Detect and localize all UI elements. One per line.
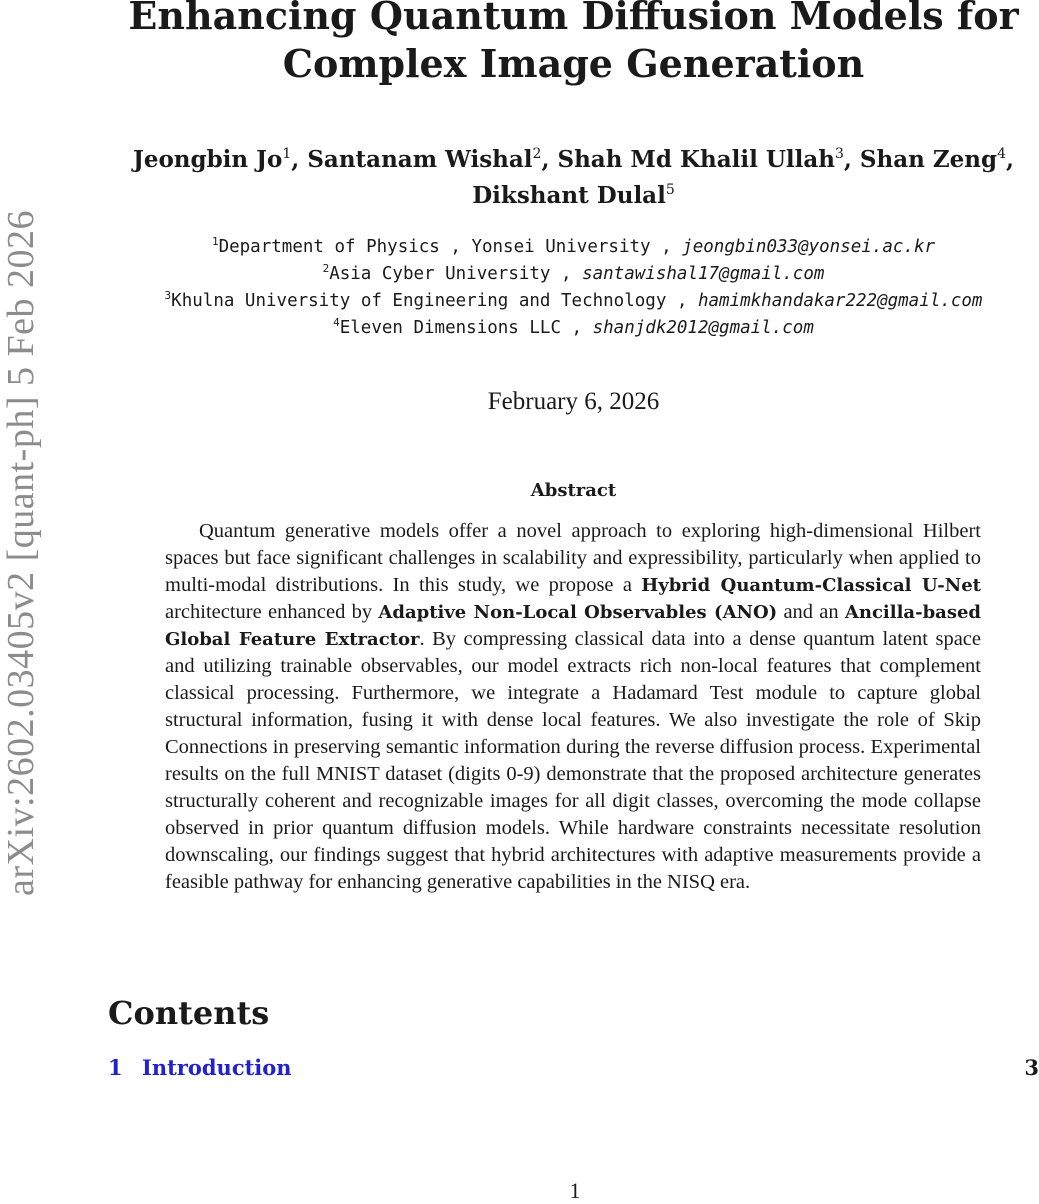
author: Jeongbin Jo$^1$, bbox=[132, 146, 308, 173]
affiliation: $^4$Eleven Dimensions LLC , shanjdk2012@gmail.com bbox=[333, 316, 814, 338]
affiliation: $^3$Khulna University of Engineering and Technology , hamimkhandakar222@gmail.com bbox=[164, 289, 983, 311]
author: Dikshant Dulal$^5$ bbox=[472, 182, 675, 209]
arxiv-side-stamp bbox=[0, 190, 42, 916]
paper-title bbox=[108, 0, 1039, 88]
author: Shah Md Khalil Ullah$^3$, bbox=[557, 146, 860, 173]
publication-date: February 6, 2026 bbox=[487, 388, 660, 415]
abstract-emphasis: Ancilla-based Global Feature Extractor bbox=[165, 602, 981, 650]
author-email[interactable]: hamimkhandakar222@gmail.com bbox=[697, 291, 983, 311]
arxiv-identifier: arXiv:2602.03405v2 [quant-ph] 5 Feb 2026 bbox=[0, 210, 42, 896]
toc-entry-introduction[interactable] bbox=[108, 1055, 1039, 1080]
contents-heading: Contents bbox=[108, 994, 270, 1032]
affiliation-list bbox=[108, 234, 1039, 342]
abstract-text: Quantum generative models offer a novel approach to exploring high-dimensional Hilbert spaces but face significant challenges in scalability and expressibility, particularly when applied to multi-modal distributions. In this study, we propose a Hybrid Quantum-Classical U-Net architecture enhanced by Adaptive Non-Local Observables (ANO) and an Ancilla-based Global Feature Extractor. By compressing classical data into a dense quantum latent space and utilizing trainable observables, our model extracts rich non-local features that complement classical processing. Furthermore, we integrate a Hadamard Test module to capture global structural information, fusing it with dense local features. We also investigate the role of Skip Connections in preserving semantic information during the reverse diffusion process. Experimental results on the full MNIST dataset (digits 0-9) demonstrate that the proposed architecture generates structurally coherent and recognizable images for all digit classes, overcoming the mode collapse observed in prior quantum diffusion models. While hardware constraints necessitate resolution downscaling, our findings suggest that hybrid architectures with adaptive measurements provide a feasible pathway for enhancing generative capabilities in the NISQ era. bbox=[165, 520, 982, 893]
author-email[interactable]: santawishal17@gmail.com bbox=[582, 264, 825, 284]
abstract-emphasis: Adaptive Non-Local Observables (ANO) bbox=[378, 602, 778, 623]
toc-entry-page: 3 bbox=[1024, 1055, 1039, 1080]
toc-entry-number[interactable]: 1 bbox=[108, 1055, 123, 1080]
abstract-emphasis: Hybrid Quantum-Classical U-Net bbox=[641, 575, 981, 596]
author-email[interactable]: shanjdk2012@gmail.com bbox=[592, 318, 814, 338]
page-number: 1 bbox=[569, 1178, 581, 1203]
author: Shan Zeng$^4$, bbox=[859, 146, 1015, 173]
author-email[interactable]: jeongbin033@yonsei.ac.kr bbox=[682, 237, 936, 257]
toc-entry-link[interactable]: Introduction bbox=[142, 1055, 292, 1080]
title-line-1: Enhancing Quantum Diffusion Models for bbox=[128, 0, 1019, 38]
title-line-2: Complex Image Generation bbox=[282, 41, 865, 86]
abstract-heading: Abstract bbox=[530, 480, 617, 501]
affiliation: $^2$Asia Cyber University , santawishal17@gmail.com bbox=[322, 262, 825, 284]
author: Santanam Wishal$^2$, bbox=[307, 146, 558, 173]
affiliation: $^1$Department of Physics , Yonsei University , jeongbin033@yonsei.ac.kr bbox=[211, 235, 936, 257]
author-list bbox=[108, 142, 1039, 214]
